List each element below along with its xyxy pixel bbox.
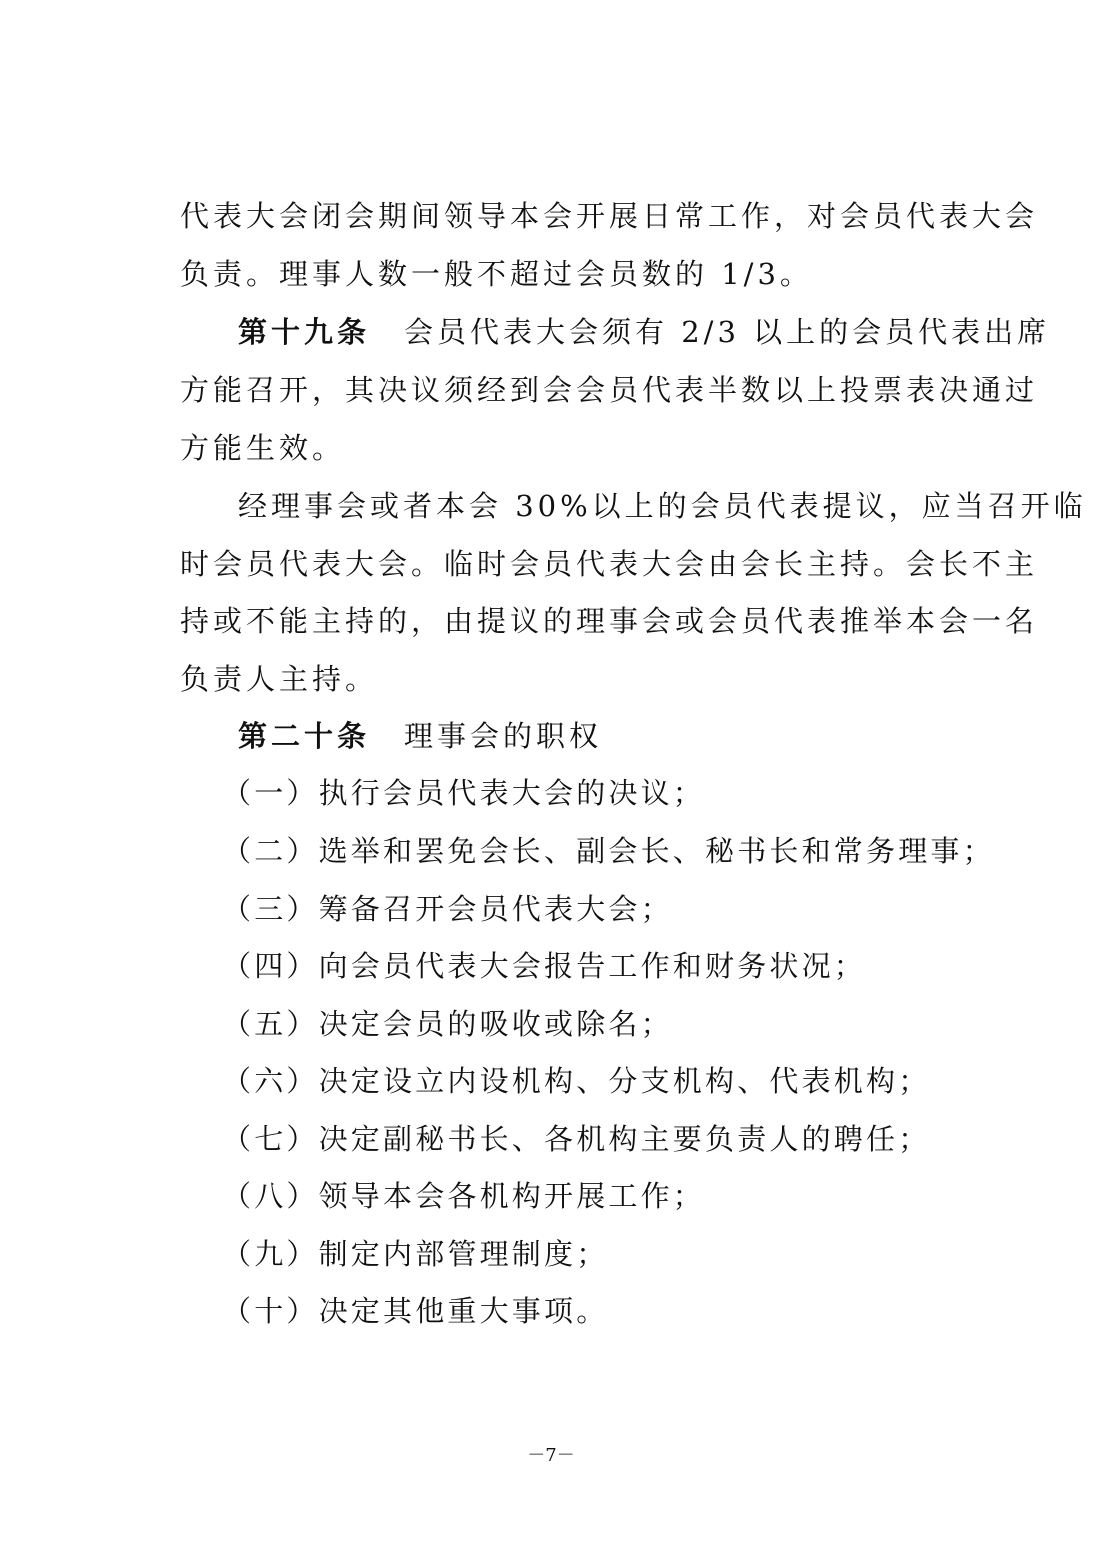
list-item: （二）选举和罢免会长、副会长、秘书长和常务理事； — [222, 834, 995, 868]
article-19-line — [238, 312, 1051, 352]
article-20-heading: 第二十条 — [238, 719, 371, 753]
list-item: （一）执行会员代表大会的决议； — [222, 776, 706, 810]
list-item: （六）决定设立内设机构、分支机构、代表机构； — [222, 1064, 931, 1098]
article-20-line — [238, 716, 970, 756]
article-19-heading: 第十九条 — [238, 315, 371, 349]
list-item: （三）筹备召开会员代表大会； — [222, 892, 673, 926]
paragraph-line: 方能召开，其决议须经到会会员代表半数以上投票表决通过 — [180, 373, 1039, 407]
paragraph-line: 方能生效。 — [180, 431, 346, 465]
list-item: （七）决定副秘书长、各机构主要负责人的聘任； — [222, 1122, 931, 1156]
list-item: （十）决定其他重大事项。 — [222, 1294, 609, 1328]
paragraph-line: 持或不能主持的，由提议的理事会或会员代表推举本会一名 — [180, 604, 1039, 638]
list-item: （五）决定会员的吸收或除名； — [222, 1007, 673, 1041]
paragraph-line: 负责人主持。 — [180, 662, 379, 696]
list-item: （四）向会员代表大会报告工作和财务状况； — [222, 949, 867, 983]
article-19-text: 会员代表大会须有 2/3 以上的会员代表出席 — [404, 315, 1051, 349]
paragraph-line: 时会员代表大会。临时会员代表大会由会长主持。会长不主 — [180, 547, 1039, 581]
list-item: （八）领导本会各机构开展工作； — [222, 1179, 706, 1213]
paragraph-line: 代表大会闭会期间领导本会开展日常工作，对会员代表大会 — [180, 199, 1039, 233]
list-item: （九）制定内部管理制度； — [222, 1237, 609, 1271]
page-number: －7－ — [527, 1445, 575, 1466]
paragraph-line: 经理事会或者本会 30%以上的会员代表提议，应当召开临 — [238, 489, 1087, 523]
article-20-title: 理事会的职权 — [404, 719, 603, 753]
paragraph-line: 负责。理事人数一般不超过会员数的 1/3。 — [180, 257, 813, 291]
